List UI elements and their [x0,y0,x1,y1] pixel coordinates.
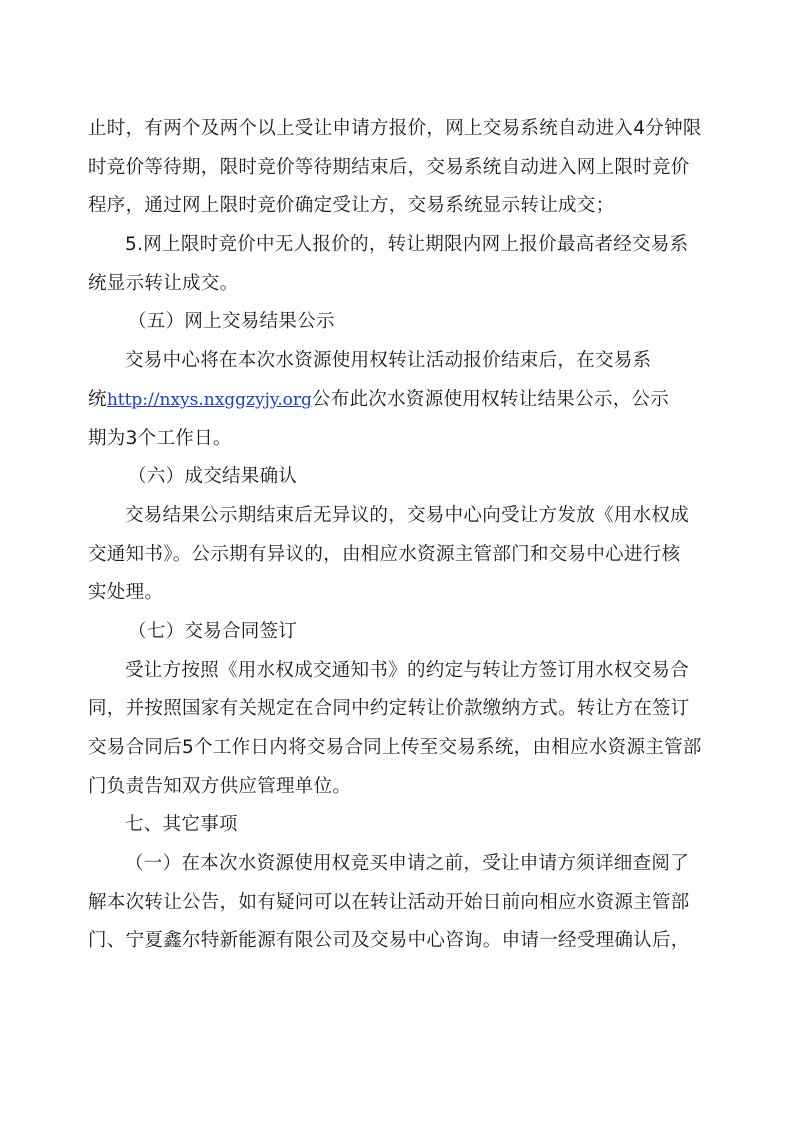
body-line: 交通知书》。公示期有异议的，由相应水资源主管部门和交易中心进行核 [88,543,681,565]
body-line: 止时，有两个及两个以上受让申请方报价，网上交易系统自动进入4分钟限 [88,118,702,139]
body-line: 程序，通过网上限时竞价确定受让方，交易系统显示转让成交； [88,195,615,217]
body-line: 受让方按照《用水权成交通知书》的约定与转让方签订用水权交易合 [125,659,690,681]
body-line: 解本次转让公告，如有疑问可以在转让活动开始日前向相应水资源主管部 [88,891,690,913]
body-line: 同，并按照国家有关规定在合同中约定转让价款缴纳方式。转让方在签订 [88,698,690,720]
section-heading: 七、其它事项 [125,814,238,836]
section-heading: （七）交易合同签订 [128,620,298,642]
body-line: 门、宁夏鑫尔特新能源有限公司及交易中心咨询。申请一经受理确认后， [88,930,690,952]
section-heading: （六）成交结果确认 [128,466,298,488]
section-heading: （五）网上交易结果公示 [128,311,335,333]
body-line: （一）在本次水资源使用权竞买申请之前，受让申请方须详细查阅了 [125,853,690,875]
link-prefix: 统 [88,388,107,410]
body-line: 实处理。 [88,582,164,604]
body-line: 时竞价等待期，限时竞价等待期结束后，交易系统自动进入网上限时竞价 [88,156,690,178]
body-line: 5.网上限时竞价中无人报价的，转让期限内网上报价最高者经交易系 [125,234,689,256]
body-line: 交易结果公示期结束后无异议的，交易中心向受让方发放《用水权成 [125,504,690,526]
document-body [88,110,708,961]
body-line-with-link [88,381,708,420]
body-line: 统显示转让成交。 [88,272,239,294]
trading-system-link[interactable]: http://nxys.nxggzyjy.org [106,389,312,410]
body-line: 期为3个工作日。 [88,427,232,449]
link-suffix: 公布此次水资源使用权转让结果公示，公示 [311,388,670,410]
body-line: 门负责告知双方供应管理单位。 [88,775,352,797]
body-line: 交易合同后5个工作日内将交易合同上传至交易系统，由相应水资源主管部 [88,737,702,758]
body-line: 交易中心将在本次水资源使用权转让活动报价结束后，在交易系 [125,350,652,372]
